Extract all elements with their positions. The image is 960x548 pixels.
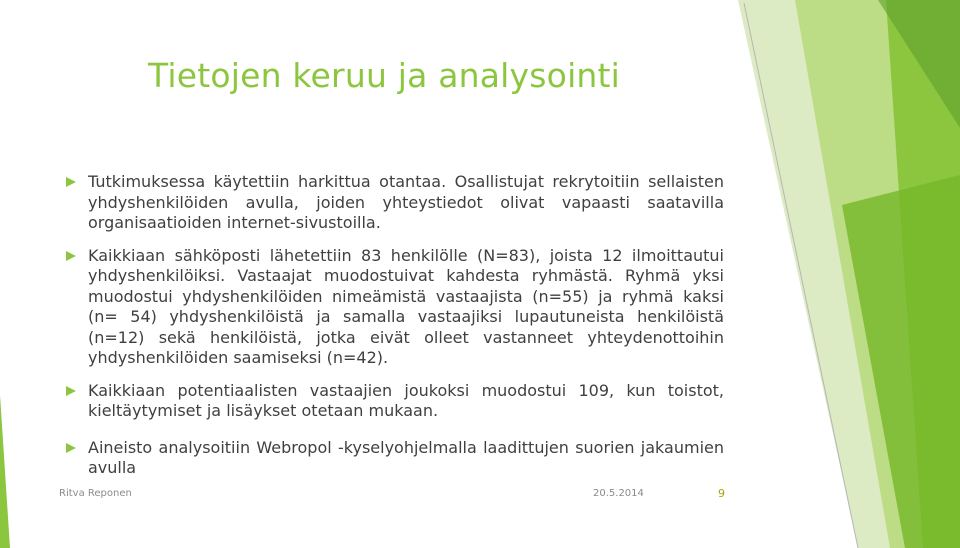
bullet-item bbox=[66, 381, 724, 422]
bullet-text: Kaikkiaan potentiaalisten vastaajien joukoksi muodostui 109, kun toistot, kieltäytymiset ja lisäykset otetaan mukaan. bbox=[88, 380, 724, 420]
bullet-text: Aineisto analysoitiin Webropol -kyselyohjelmalla laadittujen suorien jakaumien avulla bbox=[88, 437, 724, 477]
left-green-sliver bbox=[0, 395, 10, 548]
bullet-item bbox=[66, 172, 724, 234]
slide-title: Tietojen keruu ja analysointi bbox=[148, 56, 621, 95]
bullet-item bbox=[66, 438, 724, 479]
green-triangle-bullet-icon bbox=[66, 443, 76, 453]
green-triangle-bullet-icon bbox=[66, 386, 76, 396]
green-triangle-bullet-icon bbox=[66, 251, 76, 261]
page-number: 9 bbox=[718, 487, 725, 500]
footer-author: Ritva Reponen bbox=[59, 488, 132, 499]
green-triangle-bullet-icon bbox=[66, 177, 76, 187]
footer-date: 20.5.2014 bbox=[593, 488, 644, 499]
bullet-text: Tutkimuksessa käytettiin harkittua otantaa. Osallistujat rekrytoitiin sellaisten yhdyshenkilöiden avulla, joiden yhteystiedot olivat vapaasti saatavilla organisaatioiden internet-sivustoilla. bbox=[88, 172, 724, 232]
bullet-item bbox=[66, 246, 724, 369]
bullet-list bbox=[66, 172, 724, 491]
bullet-text: Kaikkiaan sähköposti lähetettiin 83 henkilölle (N=83), joista 12 ilmoittautui yhdyshenkilöiksi. Vastaajat muodostuivat kahdesta ryhmästä. Ryhmä yksi muodostui yhdyshenkilöiden nimeämistä vastaajista (n=55) ja ryhmä kaksi (n= 54) yhdyshenkilöistä ja samalla vastaajiksi lupautuneista henkilöistä (n=12) sekä henkilöistä, jotka eivät olleet vastanneet yhteydenottoihin yhdyshenkilöiden saamiseksi (n=42). bbox=[88, 245, 724, 367]
